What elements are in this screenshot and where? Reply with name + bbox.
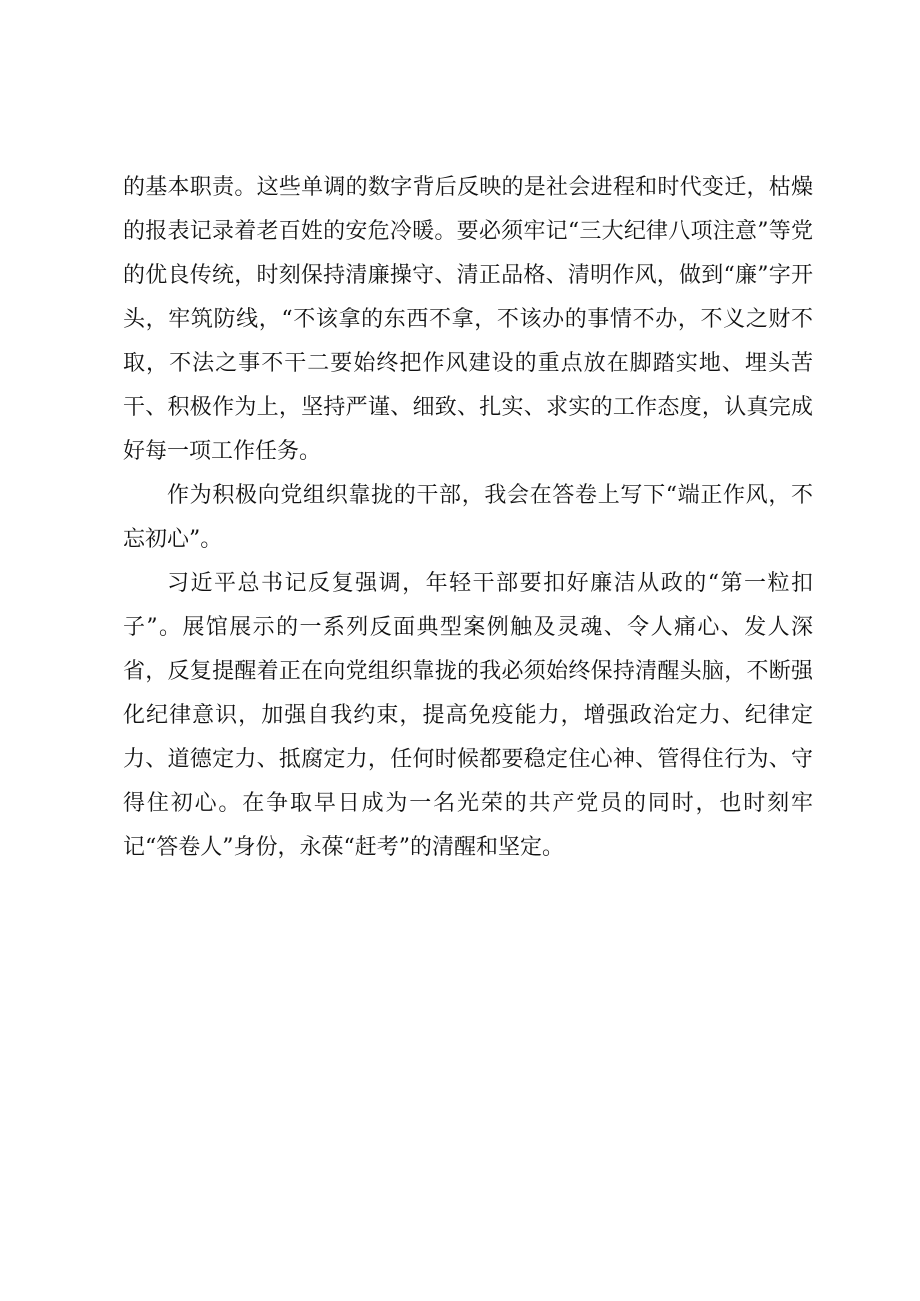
paragraph-text: 习近平总书记反复强调，年轻干部要扣好廉洁从政的“第一粒扣子”。展馆展示的一系列反面典型案例触及灵魂、令人痛心、发人深省，反复提醒着正在向党组织靠拢的我必须始终保持清醒头脑，不断强化纪律意识，加强自我约束，提高免疫能力，增强政治定力、纪律定力、道德定力、抵腐定力，任何时候都要稳定住心神、管得住行为、守得住初心。在争取早日成为一名光荣的共产党员的同时，也时刻牢记“答卷人”身份，永葆“赶考”的清醒和坚定。 [123, 571, 813, 860]
paragraph-continuation [123, 166, 813, 474]
paragraph-text: 的基本职责。这些单调的数字背后反映的是社会进程和时代变迁，枯燥的报表记录着老百姓的安危冷暖。要必须牢记“三大纪律八项注意”等党的优良传统，时刻保持清廉操守、清正品格、清明作风，做到“廉”字开头，牢筑防线，“不该拿的东西不拿，不该办的事情不办，不义之财不取，不法之事不干二要始终把作风建设的重点放在脚踏实地、埋头苦干、积极作为上，坚持严谨、细致、扎实、求实的工作态度，认真完成好每一项工作任务。 [123, 175, 813, 464]
paragraph-text: 作为积极向党组织靠拢的干部，我会在答卷上写下“端正作风，不忘初心”。 [123, 483, 813, 552]
paragraph-answer [123, 474, 813, 562]
paragraph-reflection [123, 562, 813, 870]
